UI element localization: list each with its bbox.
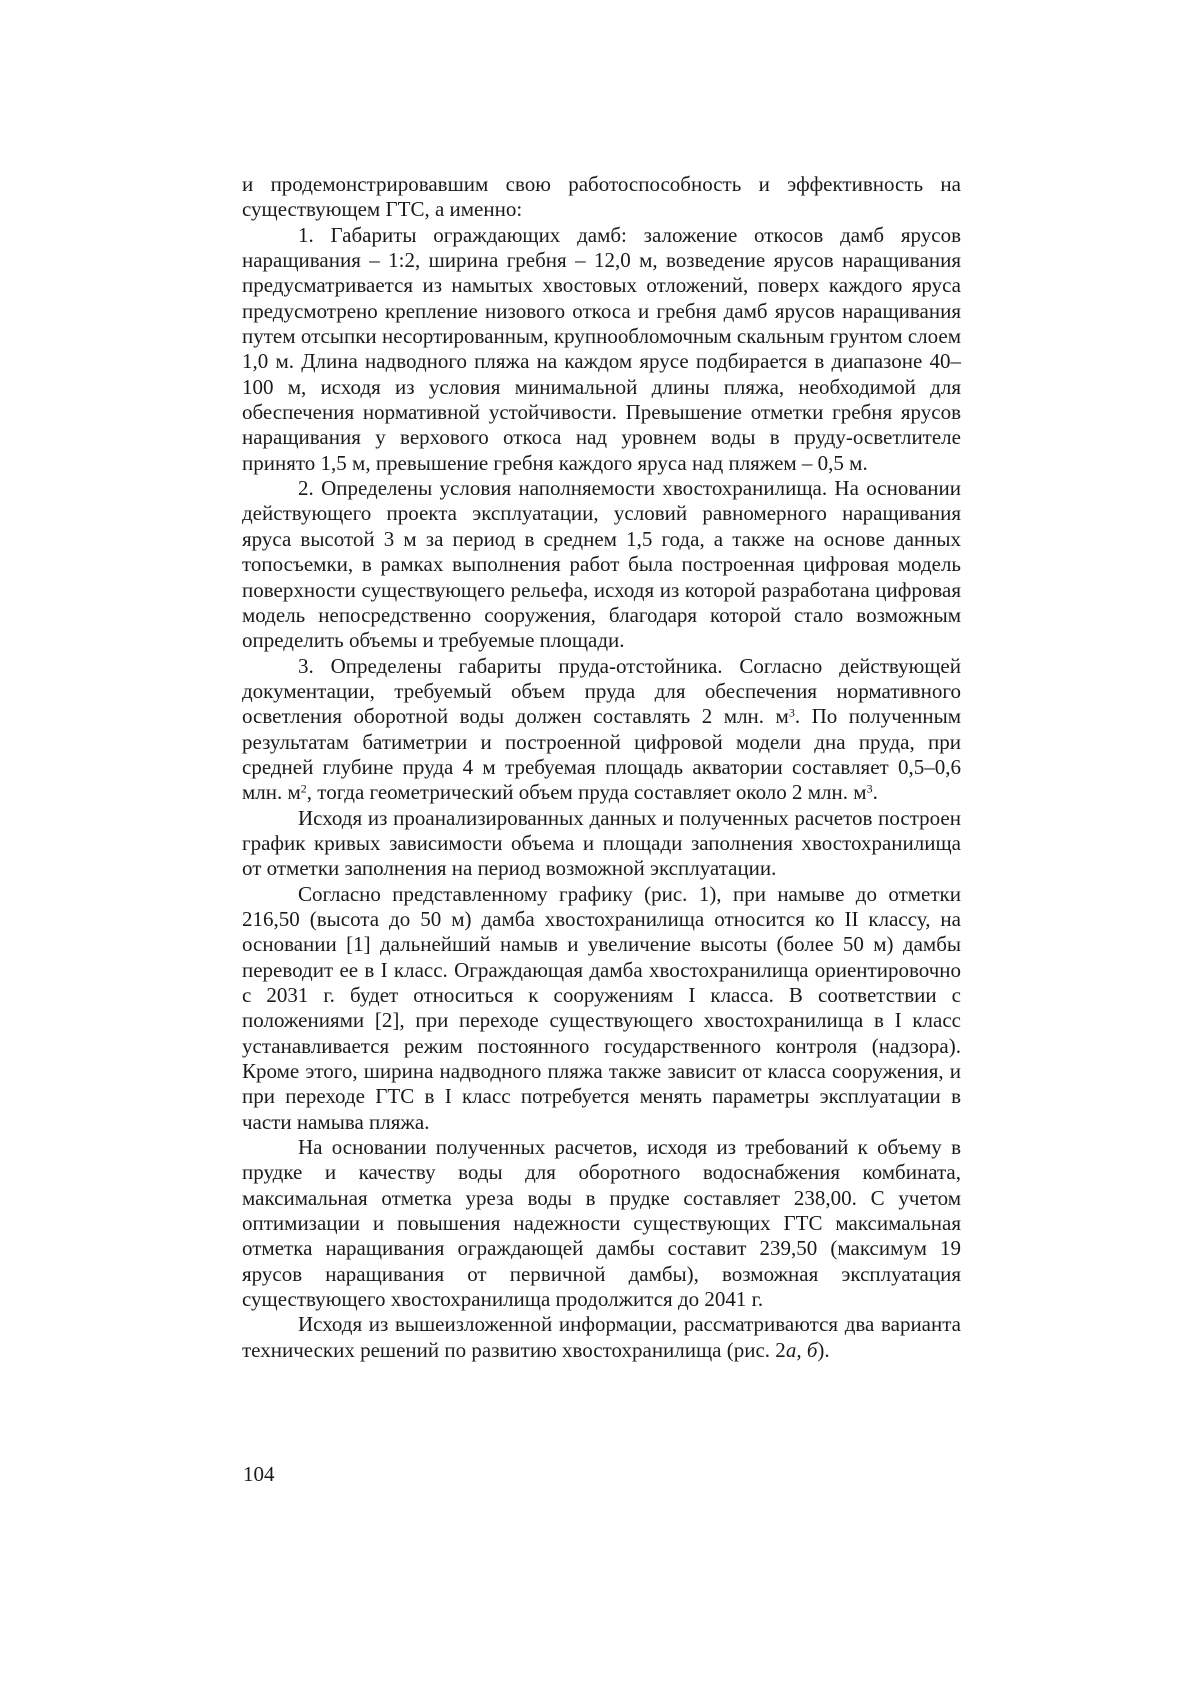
paragraph-technical-options [242,1312,961,1363]
superscript-square: 2 [300,781,307,796]
paragraph-3-text-part-4: . [872,780,878,805]
paragraph-8-text-part-2: ). [817,1337,830,1362]
page-number: 104 [243,1462,275,1486]
paragraph-item-3-pond-dimensions [242,654,961,806]
body-text [242,172,961,1363]
paragraph-max-elevation: На основании полученных расчетов, исходя из требований к объему в прудке и качеству воды для оборотного водоснабжения комбината, максимальная отметка уреза воды в прудке составляет 238,00. С учетом оптимизации и повышения надежности существующих ГТС максимальная отметка наращивания ограждающей дамбы составит 239,50 (максимум 19 ярусов наращивания от первичной дамбы), возможная эксплуатация существующего хвостохранилища продолжится до 2041 г. [242,1135,961,1312]
paragraph-item-2-filling-conditions: 2. Определены условия наполняемости хвостохранилища. На основании действующего проекта эксплуатации, условий равномерного наращивания яруса высотой 3 м за период в среднем 1,5 года, а также на основе данных топосъемки, в рамках выполнения работ была построенная цифровая модель поверхности существующего рельефа, исходя из которой разработана цифровая модель непосредственно сооружения, благодаря которой стало возможным определить объемы и требуемые площади. [242,476,961,653]
paragraph-8-text-part-1: Исходя из вышеизложенной информации, рассматриваются два варианта технических решений по развитию хвостохранилища (рис. 2 [242,1312,961,1362]
paragraph-graph-description: Исходя из проанализированных данных и полученных расчетов построен график кривых зависимости объема и площади заполнения хвостохранилища от отметки заполнения на период возможной эксплуатации. [242,805,961,881]
paragraph-dam-class: Согласно представленному графику (рис. 1), при намыве до отметки 216,50 (высота до 50 м) дамба хвостохранилища относится ко II классу, на основании [1] дальнейший намыв и увеличение высоты (более 50 м) дамбы переводит ее в I класс. Ограждающая дамба хвостохранилища ориентировочно с 2031 г. будет относиться к сооружениям I класса. В соответствии с положениями [2], при переходе существующего хвостохранилища в I класс устанавливается режим постоянного государственного контроля (надзора). Кроме этого, ширина надводного пляжа также зависит от класса сооружения, и при переходе ГТС в I класс потребуется менять параметры эксплуатации в части намыва пляжа. [242,881,961,1134]
superscript-cube: 3 [866,781,873,796]
figure-ref-italic: а, б [785,1337,818,1362]
superscript-cube: 3 [788,705,795,720]
paragraph-3-text-part-2: . По полученным результатам батиметрии и построенной цифровой модели дна пруда, при средней глубине пруда 4 м требуемая площадь акватории составляет 0,5–0,6 млн. м [242,704,961,805]
paragraph-item-1-dam-dimensions: 1. Габариты ограждающих дамб: заложение откосов дамб ярусов наращивания – 1:2, ширина гребня – 12,0 м, возведение ярусов наращивания предусматривается из намытых хвостовых отложений, поверх каждого яруса предусмотрено крепление низового откоса и гребня дамб ярусов наращивания путем отсыпки несортированным, крупнообломочным скальным грунтом слоем 1,0 м. Длина надводного пляжа на каждом ярусе подбирается в диапазоне 40–100 м, исходя из условия минимальной длины пляжа, необходимой для обеспечения нормативной устойчивости. Превышение отметки гребня ярусов наращивания у верхового откоса над уровнем воды в пруду-осветлителе принято 1,5 м, превышение гребня каждого яруса над пляжем – 0,5 м. [242,222,961,475]
paragraph-3-text-part-3: , тогда геометрический объем пруда составляет около 2 млн. м [306,780,867,805]
paragraph-3-text-part-1: 3. Определены габариты пруда-отстойника. Согласно действующей документации, требуемый объем пруда для обеспечения нормативного осветления оборотной воды должен составлять 2 млн. м [242,653,961,729]
paragraph-intro: и продемонстрировавшим свою работоспособность и эффективность на существующем ГТС, а именно: [242,172,961,222]
